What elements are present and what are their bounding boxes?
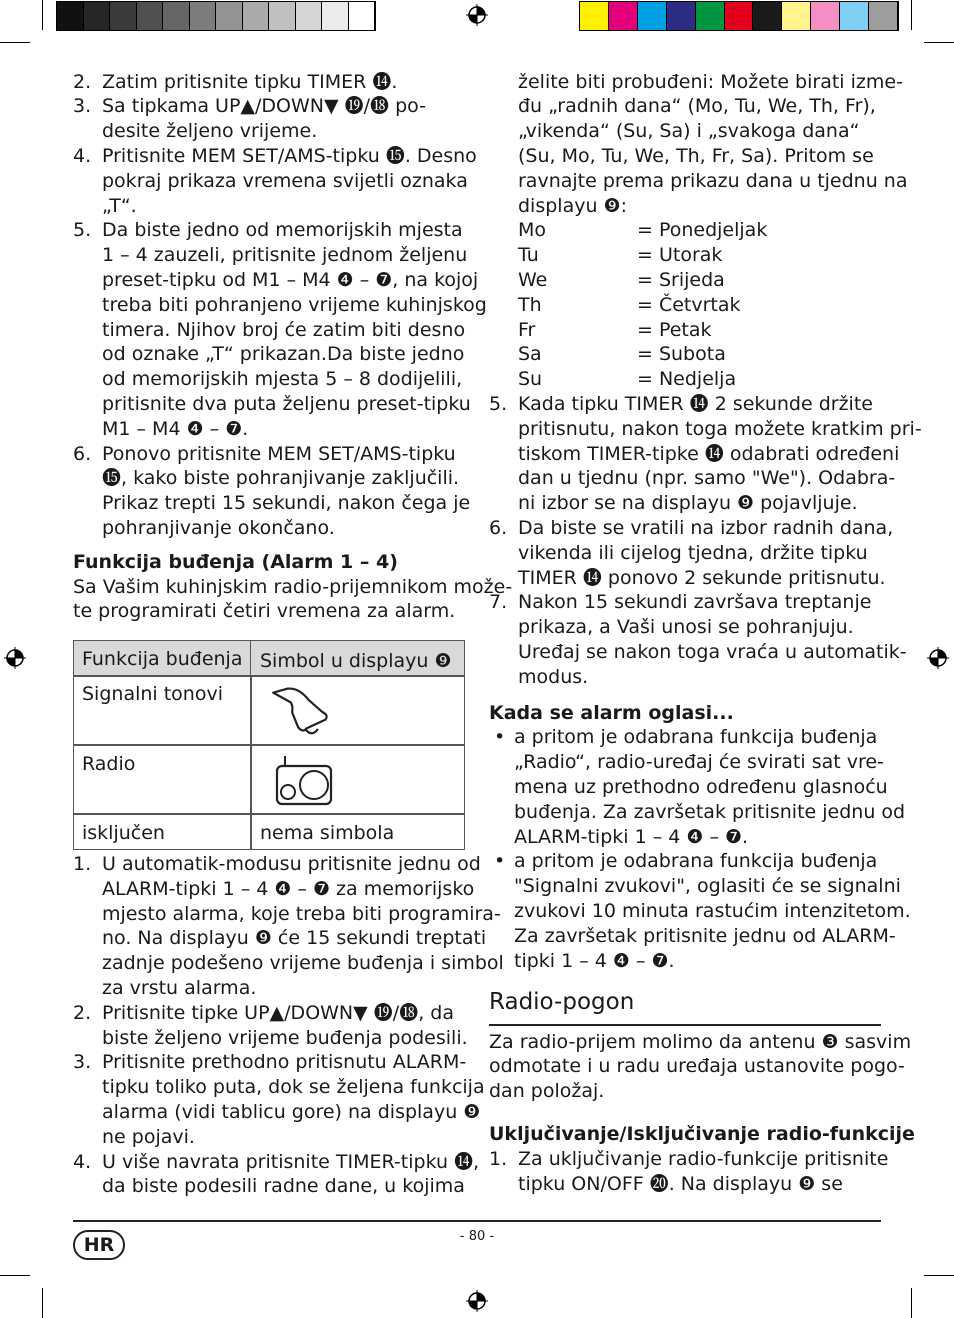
step-line: ne pojavi. <box>102 1125 195 1148</box>
list-item-line: pohranjivanje okončano. <box>102 516 335 539</box>
color-swatch <box>609 2 638 30</box>
table-row-symbol: nema simbola <box>260 822 395 844</box>
list-item-line: Prikaz trepti 15 sekundi, nakon čega je <box>102 492 471 515</box>
step-line: vikenda ili cijelog tjedna, držite tipku <box>518 541 868 564</box>
table-row-label: isključen <box>82 822 165 844</box>
step-line: modus. <box>518 665 589 688</box>
bullet-line: mena uz prethodno određenu glasnoću <box>514 775 888 798</box>
day-name: = Nedjelja <box>637 368 737 391</box>
gray-swatch <box>110 2 137 30</box>
color-swatch <box>811 2 840 30</box>
step-line: zadnje podešeno vrijeme buđenja i simbol <box>102 952 504 975</box>
bullet-line: ALARM-tipki 1 – 4 ❹ – ❼. <box>514 825 749 848</box>
list-item-line: od memorijskih mjesta 5 – 8 dodijelili, <box>102 368 463 391</box>
step-line: da biste podesili radne dane, u kojima <box>102 1175 465 1198</box>
gray-calibration-bar <box>56 1 376 31</box>
table-row-label: Radio <box>82 753 136 775</box>
paragraph-line: odmotate i u radu uređaja ustanovite pogo- <box>489 1055 905 1078</box>
list-item-line: Pritisnite MEM SET/AMS-tipku ⓯. Desno <box>102 144 477 167</box>
step-number: 1. <box>73 853 92 875</box>
color-swatch <box>667 2 696 30</box>
list-item-line: treba biti pohranjeno vrijeme kuhinjskog <box>102 293 487 316</box>
gray-swatch <box>269 2 296 30</box>
gray-swatch <box>84 2 111 30</box>
step-line: Za uključivanje radio-funkcije pritisnite <box>518 1147 889 1170</box>
gray-swatch <box>322 2 349 30</box>
day-name: = Subota <box>637 343 726 366</box>
crop-mark <box>42 0 43 30</box>
day-abbr: Mo <box>518 219 547 242</box>
step-line: tipku toliko puta, dok se željena funkcija <box>102 1076 485 1099</box>
paragraph-line: (Su, Mo, Tu, We, Th, Fr, Sa). Pritom se <box>518 144 874 167</box>
list-item-line: preset-tipku od M1 – M4 ❹ – ❼, na kojoj <box>102 268 479 291</box>
day-name: = Utorak <box>637 244 723 267</box>
step-line: Da biste se vratili na izbor radnih dana, <box>518 516 894 539</box>
section-heading: Uključivanje/Isključivanje radio-funkcije <box>489 1122 915 1145</box>
bullet-icon: • <box>494 850 506 873</box>
crop-mark <box>0 42 30 43</box>
bullet-line: Za završetak pritisnite jednu od ALARM- <box>514 924 896 947</box>
list-item-line: M1 – M4 ❹ – ❼. <box>102 417 249 440</box>
bullet-line: a pritom je odabrana funkcija buđenja <box>514 726 878 749</box>
registration-mark-icon <box>927 647 949 669</box>
step-line: Nakon 15 sekundi završava treptanje <box>518 591 872 614</box>
step-number: 6. <box>489 516 508 539</box>
step-line: no. Na displayu ❾ će 15 sekundi treptati <box>102 927 487 950</box>
crop-mark <box>924 42 954 43</box>
color-swatch <box>696 2 725 30</box>
registration-mark-icon <box>466 1290 488 1312</box>
color-calibration-bar <box>579 1 899 31</box>
crop-mark <box>911 0 912 30</box>
gray-swatch <box>190 2 217 30</box>
step-line: dan u tjednu (npr. samo "We"). Odabra- <box>518 467 896 490</box>
list-item-line: 1 – 4 zauzeli, pritisnite jednom željenu <box>102 244 468 267</box>
step-number: 3. <box>73 1051 92 1074</box>
list-item-number: 6. <box>73 442 92 465</box>
gray-swatch <box>163 2 190 30</box>
section-heading: Kada se alarm oglasi... <box>489 701 734 724</box>
crop-mark <box>911 1288 912 1318</box>
bullet-line: tipki 1 – 4 ❹ – ❼. <box>514 949 675 972</box>
registration-mark-icon <box>4 647 26 669</box>
color-swatch <box>725 2 754 30</box>
list-item-line: od oznake „T“ prikazan.Da biste jedno <box>102 343 465 366</box>
paragraph-line: te programirati četiri vremena za alarm. <box>73 600 456 623</box>
step-line: ni izbor se na displayu ❾ pojavljuje. <box>518 492 858 515</box>
gray-swatch <box>349 2 376 30</box>
color-swatch <box>580 2 609 30</box>
paragraph-line: dan položaj. <box>489 1080 605 1103</box>
step-line: alarma (vidi tablicu gore) na displayu ❾ <box>102 1101 481 1123</box>
paragraph-line: „vikenda“ (Su, Sa) i „svakoga dana“ <box>518 120 860 143</box>
list-item-line: desite željeno vrijeme. <box>102 120 318 143</box>
step-line: Kada tipku TIMER ⓮ 2 sekunde držite <box>518 392 873 415</box>
list-item-line: pritisnite dva puta željenu preset-tipku <box>102 392 471 415</box>
day-name: = Srijeda <box>637 268 725 291</box>
gray-swatch <box>216 2 243 30</box>
step-line: Pritisnite tipke UP▲/DOWN▼ ⓳/⓲, da <box>102 1001 454 1024</box>
paragraph-line: đu „radnih dana“ (Mo, Tu, We, Th, Fr), <box>518 95 876 118</box>
color-swatch <box>638 2 667 30</box>
list-item-number: 4. <box>73 144 92 167</box>
footer-rule <box>73 1220 881 1222</box>
table-header-function: Funkcija buđenja <box>82 648 243 670</box>
section-heading: Funkcija buđenja (Alarm 1 – 4) <box>73 550 398 573</box>
day-abbr: Fr <box>518 318 536 341</box>
list-item-number: 3. <box>73 95 92 118</box>
step-line: biste željeno vrijeme buđenja podesili. <box>102 1026 468 1049</box>
paragraph-line: želite biti probuđeni: Možete birati izme- <box>518 70 903 93</box>
paragraph-line: displayu ❾: <box>518 194 627 217</box>
day-abbr: We <box>518 268 548 291</box>
list-item-line: Da biste jedno od memorijskih mjesta <box>102 219 463 242</box>
step-number: 5. <box>489 392 508 415</box>
step-line: U automatik-modusu pritisnite jednu od <box>102 853 481 875</box>
step-line: tiskom TIMER-tipke ⓮ odabrati određeni <box>518 442 900 465</box>
page-number: - 80 - <box>459 1229 495 1244</box>
list-item-line: ⓯, kako biste pohranjivanje zaključili. <box>102 467 460 490</box>
step-line: tipku ON/OFF ⓴. Na displayu ❾ se <box>518 1172 843 1195</box>
step-line: prikaza, a Vaši unosi se pohranjuju. <box>518 616 854 639</box>
step-number: 7. <box>489 591 508 614</box>
step-line: pritisnutu, nakon toga možete kratkim pri- <box>518 417 922 440</box>
table-header-symbol: Simbol u displayu ❾ <box>260 650 452 672</box>
step-line: ALARM-tipki 1 – 4 ❹ – ❼ za memorijsko <box>102 877 475 900</box>
step-line: U više navrata pritisnite TIMER-tipku ⓮, <box>102 1150 480 1173</box>
step-line: TIMER ⓮ ponovo 2 sekunde pritisnutu. <box>518 566 886 589</box>
radio-icon <box>275 754 333 806</box>
step-number: 2. <box>73 1001 92 1024</box>
bullet-line: a pritom je odabrana funkcija buđenja <box>514 850 878 873</box>
gray-swatch <box>296 2 323 30</box>
day-abbr: Su <box>518 368 543 391</box>
gray-swatch <box>137 2 164 30</box>
paragraph-line: Sa Vašim kuhinjskim radio-prijemnikom može- <box>73 575 513 598</box>
step-number: 1. <box>489 1147 508 1170</box>
crop-mark <box>0 1275 30 1276</box>
bullet-icon: • <box>494 726 506 749</box>
day-abbr: Th <box>518 293 542 316</box>
bullet-line: "Signalni zvukovi", oglasiti će se signalni <box>514 875 901 898</box>
list-item-line: „T“. <box>102 194 137 217</box>
crop-mark <box>924 1275 954 1276</box>
registration-mark-icon <box>466 4 488 26</box>
list-item-number: 2. <box>73 70 92 93</box>
bell-icon <box>272 683 330 739</box>
list-item-line: pokraj prikaza vremena svijetli oznaka <box>102 169 468 192</box>
color-swatch <box>753 2 782 30</box>
step-number: 4. <box>73 1150 92 1173</box>
crop-mark <box>42 1288 43 1318</box>
gray-swatch <box>243 2 270 30</box>
day-abbr: Tu <box>518 244 539 267</box>
day-name: = Petak <box>637 318 712 341</box>
section-rule <box>489 1024 881 1026</box>
bullet-line: buđenja. Za završetak pritisnite jednu od <box>514 800 906 823</box>
day-name: = Ponedjeljak <box>637 219 768 242</box>
color-swatch <box>782 2 811 30</box>
day-name: = Četvrtak <box>637 293 741 316</box>
step-line: mjesto alarma, koje treba biti programira- <box>102 902 501 925</box>
step-line: Pritisnite prethodno pritisnutu ALARM- <box>102 1051 467 1074</box>
list-item-line: Ponovo pritisnite MEM SET/AMS-tipku <box>102 442 456 465</box>
color-swatch <box>869 2 898 30</box>
paragraph-line: Za radio-prijem molimo da antenu ❸ sasvim <box>489 1030 912 1053</box>
paragraph-line: ravnajte prema prikazu dana u tjednu na <box>518 169 908 192</box>
bullet-line: zvukovi 10 minuta rastućim intenzitetom. <box>514 899 911 922</box>
list-item-line: Zatim pritisnite tipku TIMER ⓮. <box>102 70 398 93</box>
table-row-label: Signalni tonovi <box>82 683 223 705</box>
day-abbr: Sa <box>518 343 542 366</box>
list-item-line: timera. Njihov broj će zatim biti desno <box>102 318 466 341</box>
language-badge: HR <box>73 1230 125 1260</box>
bullet-line: „Radio“, radio-uređaj će svirati sat vre- <box>514 751 884 774</box>
gray-swatch <box>57 2 84 30</box>
color-swatch <box>840 2 869 30</box>
step-line: za vrstu alarma. <box>102 977 257 999</box>
list-item-line: Sa tipkama UP▲/DOWN▼ ⓳/⓲ po- <box>102 95 426 118</box>
list-item-number: 5. <box>73 219 92 242</box>
step-line: Uređaj se nakon toga vraća u automatik- <box>518 640 907 663</box>
section-title: Radio-pogon <box>489 989 635 1016</box>
